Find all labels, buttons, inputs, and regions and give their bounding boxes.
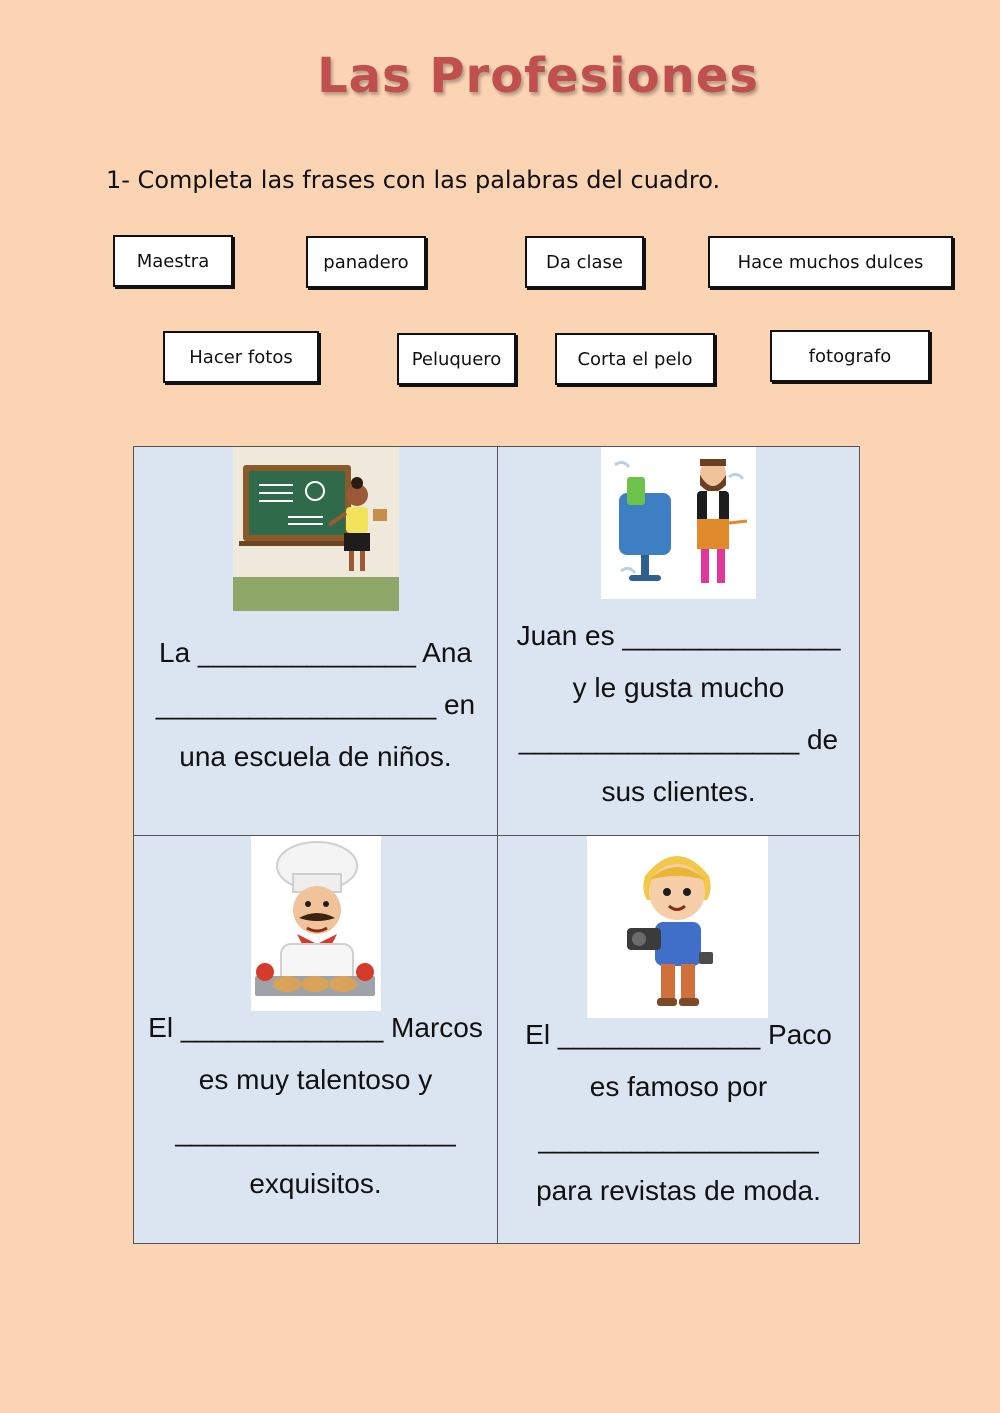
word-card-hacer-fotos[interactable]: Hacer fotos: [163, 331, 319, 383]
sentence-line: exquisitos.: [249, 1168, 382, 1199]
sentence-line: __________________: [538, 1123, 819, 1154]
word-card-hace-muchos-dulces[interactable]: Hace muchos dulces: [708, 236, 953, 288]
baker-illustration: [251, 836, 381, 1011]
sentence-line: una escuela de niños.: [179, 741, 452, 772]
photographer-illustration: [587, 836, 768, 1018]
page-title: Las Profesiones: [317, 48, 759, 104]
sentence-line: El _____________ Paco: [525, 1019, 832, 1050]
exercise-table: [133, 446, 860, 1244]
sentence-line: para revistas de moda.: [536, 1175, 821, 1206]
sentence-line: y le gusta mucho: [572, 672, 785, 703]
sentence-line: La ______________ Ana: [159, 637, 472, 668]
word-card-panadero[interactable]: panadero: [306, 236, 426, 288]
word-card-maestra[interactable]: Maestra: [113, 235, 233, 287]
sentence-photographer: [497, 1009, 860, 1217]
sentence-barber: [497, 610, 860, 818]
sentence-teacher: [134, 627, 497, 783]
word-card-peluquero[interactable]: Peluquero: [397, 333, 516, 385]
sentence-baker: [134, 1002, 497, 1210]
sentence-line: __________________: [175, 1116, 456, 1147]
sentence-line: sus clientes.: [601, 776, 756, 807]
word-card-fotografo[interactable]: fotografo: [770, 330, 930, 382]
sentence-line: es famoso por: [589, 1071, 768, 1102]
barber-illustration: [601, 447, 756, 599]
teacher-illustration: [233, 447, 399, 611]
sentence-line: es muy talentoso y: [198, 1064, 433, 1095]
word-card-corta-el-pelo[interactable]: Corta el pelo: [555, 333, 715, 385]
sentence-line: __________________ en: [155, 689, 476, 720]
sentence-line: El _____________ Marcos: [148, 1012, 483, 1043]
word-card-da-clase[interactable]: Da clase: [525, 236, 644, 288]
instruction-text: 1- Completa las frases con las palabras del cuadro.: [106, 166, 721, 194]
sentence-line: __________________ de: [518, 724, 839, 755]
sentence-line: Juan es ______________: [516, 620, 841, 651]
